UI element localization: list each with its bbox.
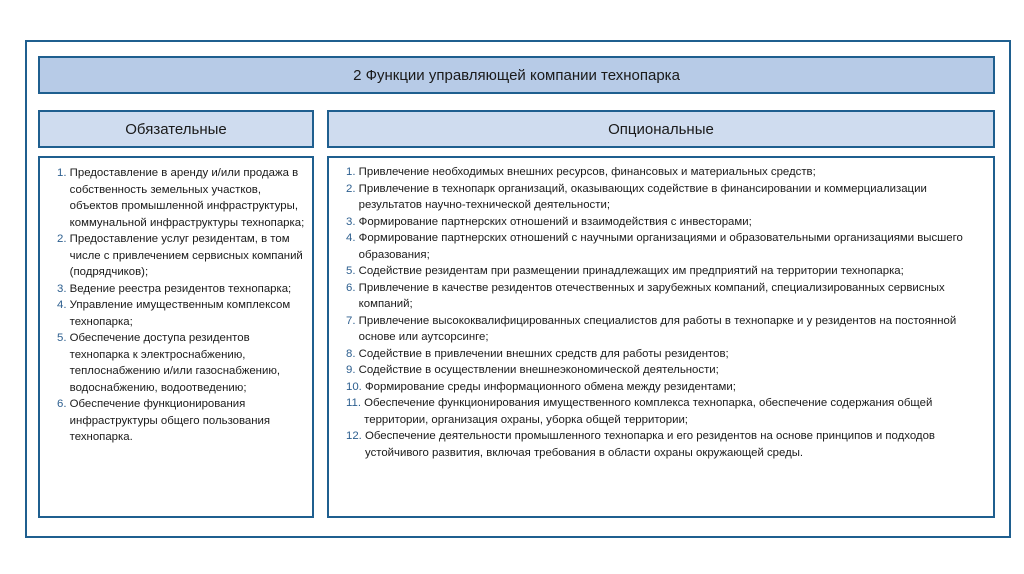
optional-function-item <box>346 395 986 428</box>
mandatory-heading <box>38 110 314 148</box>
mandatory-function-item <box>57 330 309 396</box>
mandatory-function-item <box>57 297 309 330</box>
item-text: Обеспечение доступа резидентов технопарка к электроснабжению, теплоснабжению и/или газоснабжению, водоснабжению, водоотведению; <box>69 332 281 394</box>
optional-function-item <box>346 313 986 346</box>
optional-function-item <box>346 346 986 363</box>
optional-function-item <box>346 280 986 313</box>
item-number: 12. <box>346 430 365 442</box>
item-number: 1. <box>57 167 70 179</box>
item-text: Привлечение высококвалифицированных специалистов для работы в технопарке и у резидентов на постоянной основе или аутсорсинге; <box>358 314 957 343</box>
mandatory-heading-text: Обязательные <box>125 120 227 138</box>
item-number: 9. <box>346 364 359 376</box>
item-number: 6. <box>57 398 70 410</box>
optional-functions-list <box>346 164 986 461</box>
item-number: 10. <box>346 380 365 393</box>
item-text: Предоставление услуг резидентам, в том числе с привлечением сервисных компаний (подрядчиков); <box>69 233 303 278</box>
item-text: Обеспечение функционирования имущественного комплекса технопарка, обеспечение содержания общей территории, организация охраны, уборка общей территории; <box>364 397 933 426</box>
item-text: Предоставление в аренду и/или продажа в собственность земельных участков, объектов промышленной инфраструктуры, коммунальной инфраструктуры технопарка; <box>69 167 305 229</box>
item-text: Ведение реестра резидентов технопарка; <box>69 282 292 295</box>
item-text: Управление имущественным комплексом технопарка; <box>69 299 291 328</box>
item-text: Привлечение в качестве резидентов отечественных и зарубежных компаний, специализированных сервисных компаний; <box>358 281 945 310</box>
mandatory-function-item <box>57 231 309 281</box>
item-number: 3. <box>57 282 70 295</box>
optional-function-item <box>346 428 986 461</box>
item-number: 1. <box>346 166 359 178</box>
item-text: Обеспечение функционирования инфраструктуры общего пользования технопарка. <box>69 398 271 443</box>
optional-heading <box>327 110 995 148</box>
item-number: 5. <box>346 265 359 277</box>
optional-functions-panel <box>327 156 995 518</box>
item-text: Содействие в осуществлении внешнеэкономической деятельности; <box>358 364 719 376</box>
item-number: 3. <box>346 215 359 228</box>
item-text: Формирование среды информационного обмена между резидентами; <box>365 380 736 393</box>
optional-function-item <box>346 181 986 214</box>
mandatory-function-item <box>57 396 309 446</box>
item-text: Привлечение в технопарк организаций, оказывающих содействие в финансировании и коммерциализации результатов научно-технической деятельности; <box>358 182 927 211</box>
mandatory-function-item <box>57 281 309 298</box>
diagram-title-text: 2 Функции управляющей компании технопарка <box>353 66 680 84</box>
optional-function-item <box>346 362 986 379</box>
optional-heading-text: Опциональные <box>608 120 714 138</box>
mandatory-functions-panel <box>38 156 314 518</box>
item-number: 8. <box>346 347 359 360</box>
mandatory-function-item <box>57 165 309 231</box>
item-number: 7. <box>346 314 359 327</box>
item-text: Содействие резидентам при размещении принадлежащих им предприятий на территории технопарка; <box>358 265 904 277</box>
item-number: 5. <box>57 332 70 344</box>
item-number: 2. <box>57 233 70 245</box>
item-text: Формирование партнерских отношений с научными организациями и образовательными организациями высшего образования; <box>358 232 963 261</box>
optional-function-item <box>346 214 986 231</box>
optional-function-item <box>346 164 986 181</box>
item-text: Привлечение необходимых внешних ресурсов, финансовых и материальных средств; <box>358 166 816 178</box>
item-number: 2. <box>346 182 359 195</box>
item-text: Обеспечение деятельности промышленного технопарка и его резидентов на основе принципов и подходов устойчивого развития, включая требования в области охраны окружающей среды. <box>365 430 935 459</box>
diagram-title <box>38 56 995 94</box>
item-number: 4. <box>57 299 70 311</box>
item-text: Формирование партнерских отношений и взаимодействия с инвесторами; <box>358 215 752 228</box>
optional-function-item <box>346 263 986 280</box>
optional-function-item <box>346 230 986 263</box>
item-text: Содействие в привлечении внешних средств для работы резидентов; <box>358 347 729 360</box>
optional-function-item <box>346 379 986 396</box>
item-number: 6. <box>346 281 359 294</box>
mandatory-functions-list <box>57 165 309 446</box>
item-number: 4. <box>346 232 359 244</box>
item-number: 11. <box>346 397 365 409</box>
